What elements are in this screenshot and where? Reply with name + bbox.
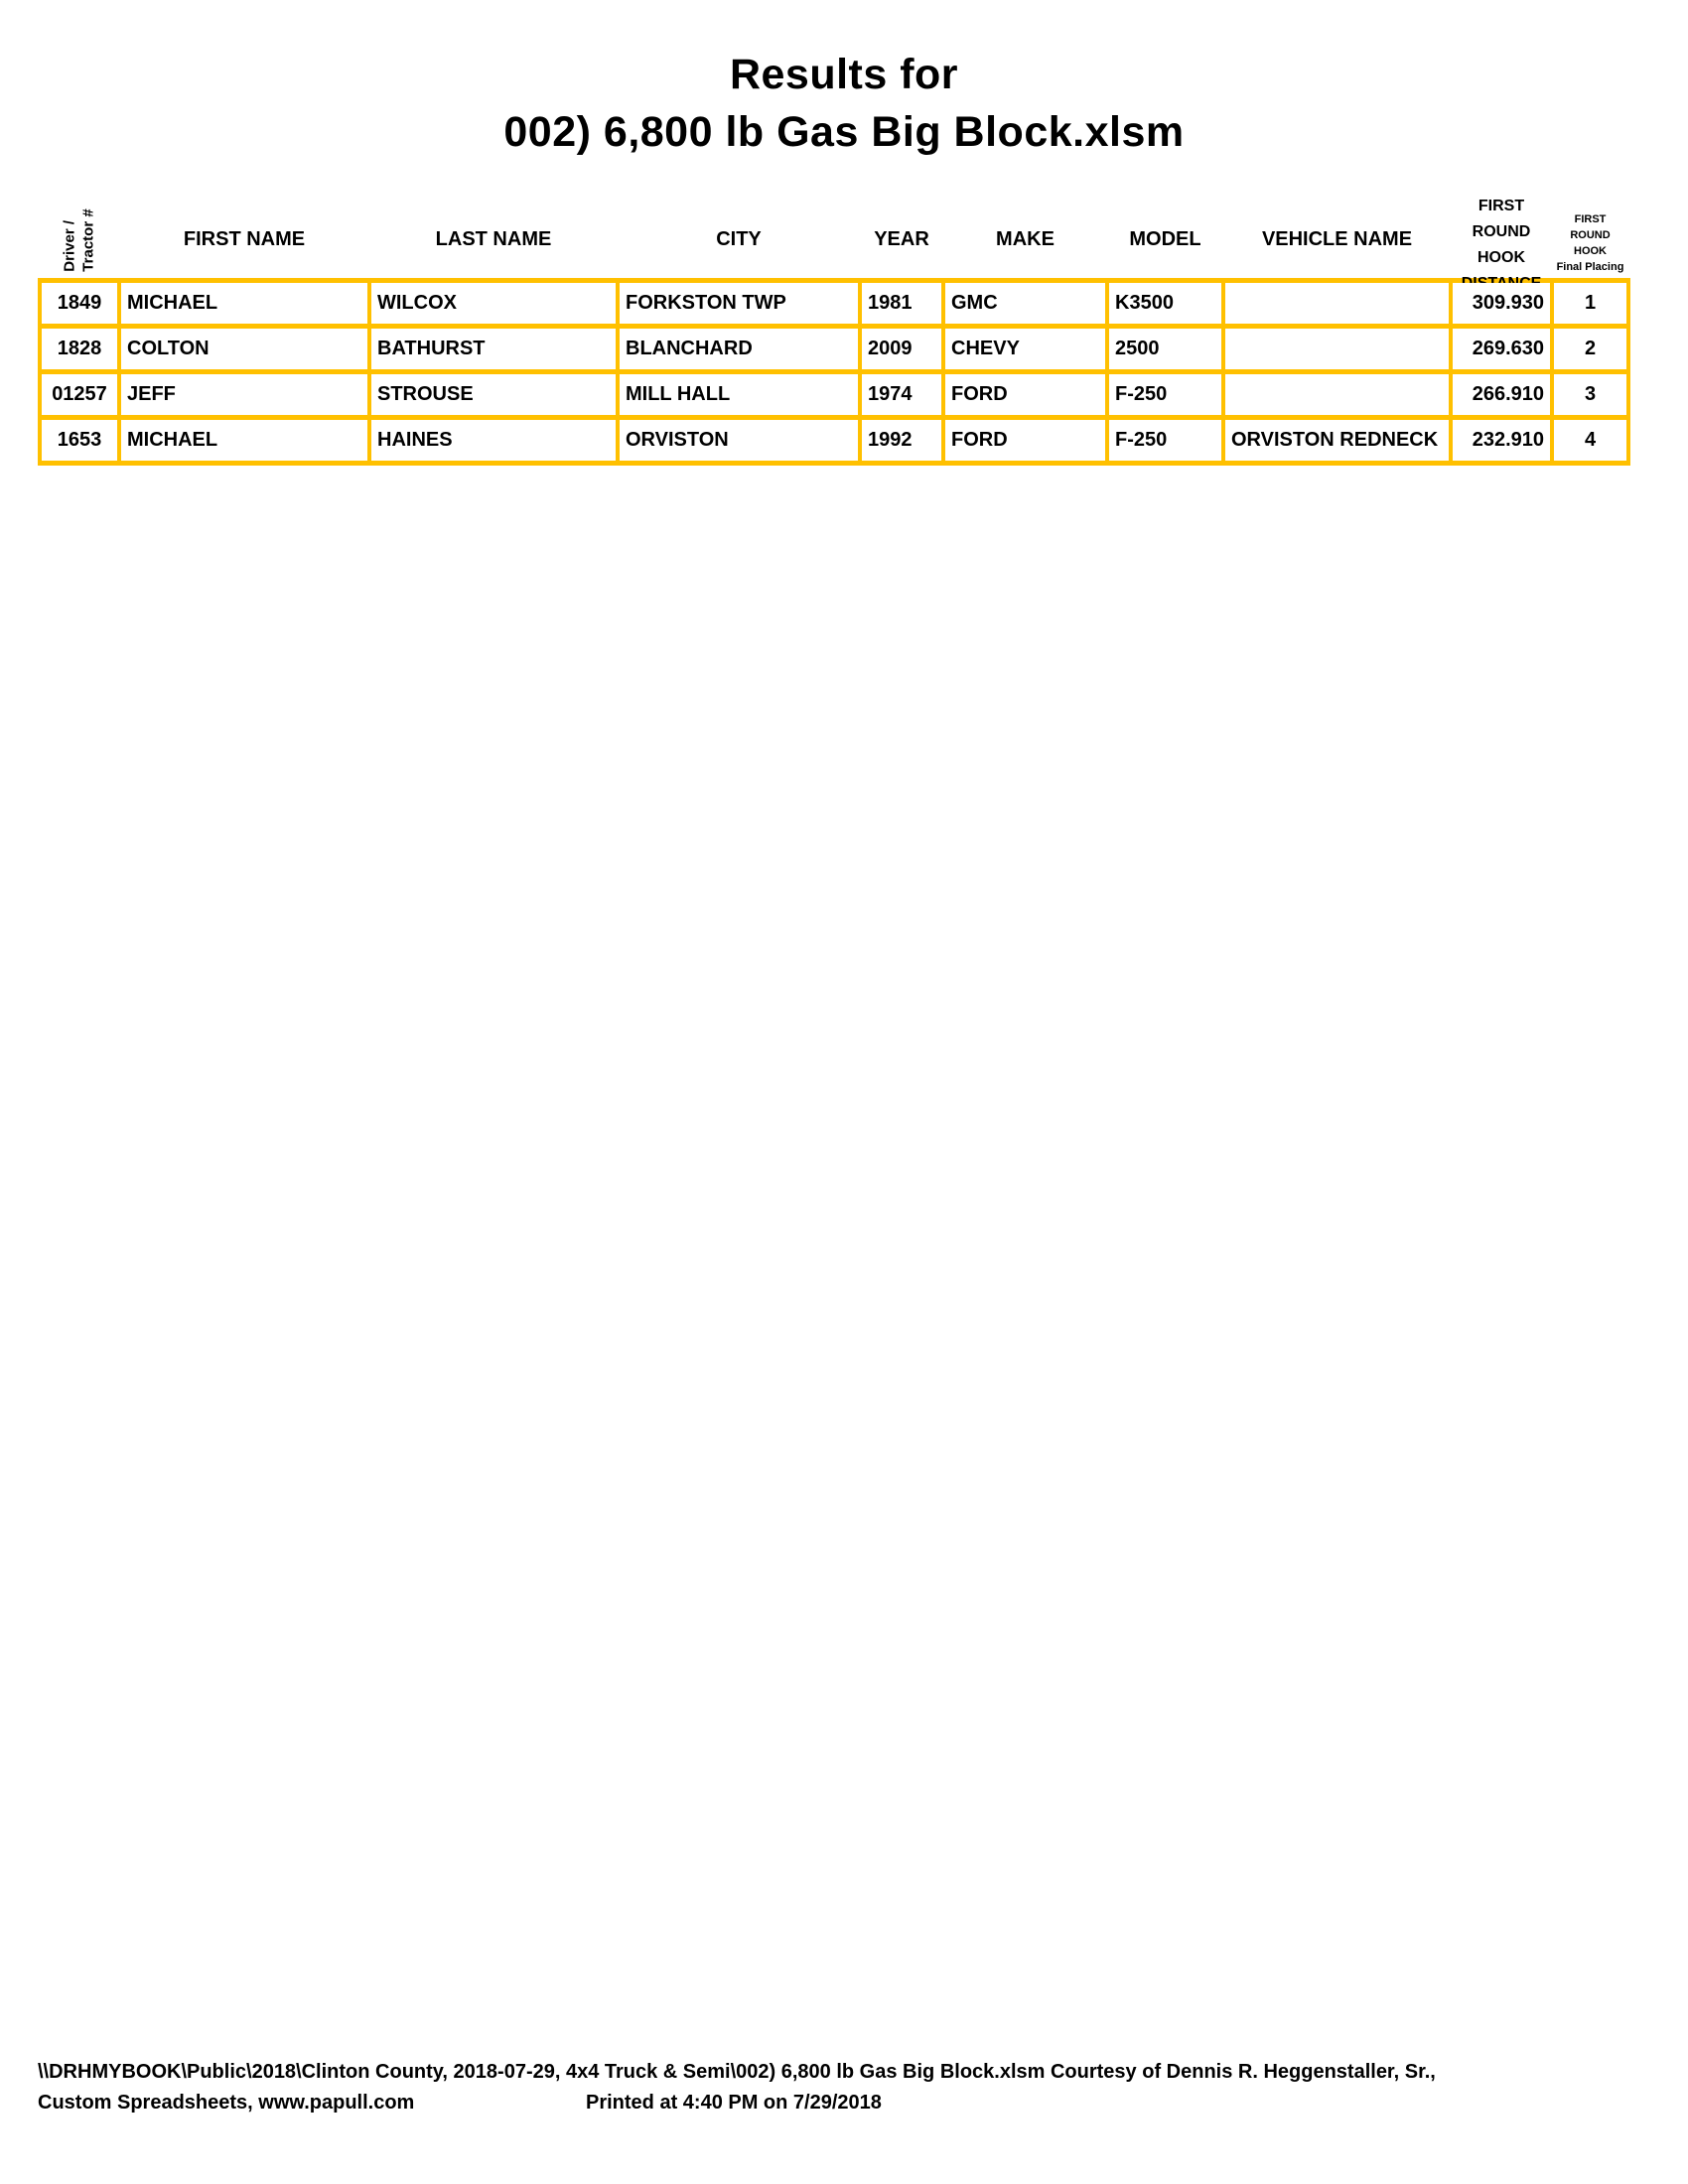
header-driver-tractor-rotated: Driver / Tractor # [62,207,97,272]
cell-placing: 3 [1554,374,1626,415]
header-model: MODEL [1129,228,1201,250]
cell-first_name: MICHAEL [121,283,367,324]
cell-vehicle_name [1225,374,1449,415]
cell-model: K3500 [1109,283,1221,324]
cell-driver: 1849 [42,283,117,324]
header-vehicle-name: VEHICLE NAME [1261,228,1413,250]
cell-vehicle_name [1225,283,1449,324]
results-table [38,192,1630,466]
cell-distance: 309.930 [1453,283,1550,324]
header-first-round-hook-distance: FIRST ROUND HOOK [1472,197,1531,266]
header-first-round-hook-final-placing: FIRST ROUND HOOK Final Placing [1556,212,1624,273]
cell-year: 1974 [862,374,941,415]
page-footer [38,2057,1436,2118]
footer-printed-at: Printed at 4:40 PM on 7/29/2018 [586,2092,882,2114]
cell-first_name: JEFF [121,374,367,415]
header-make: MAKE [996,228,1055,250]
header-last-name: LAST NAME [435,228,552,250]
results-table-body [38,278,1630,466]
cell-vehicle_name: ORVISTON REDNECK [1225,420,1449,461]
cell-model: F-250 [1109,374,1221,415]
cell-distance: 269.630 [1453,329,1550,369]
cell-model: F-250 [1109,420,1221,461]
cell-vehicle_name [1225,329,1449,369]
cell-last_name: WILCOX [371,283,616,324]
cell-year: 1992 [862,420,941,461]
cell-last_name: BATHURST [371,329,616,369]
cell-first_name: COLTON [121,329,367,369]
header-year: YEAR [874,228,929,250]
cell-placing: 4 [1554,420,1626,461]
cell-distance: 266.910 [1453,374,1550,415]
cell-year: 1981 [862,283,941,324]
page-title-line1: Results for [729,51,959,98]
cell-driver: 1828 [42,329,117,369]
header-first-name: FIRST NAME [183,228,306,250]
cell-distance: 232.910 [1453,420,1550,461]
cell-driver: 01257 [42,374,117,415]
cell-model: 2500 [1109,329,1221,369]
cell-city: BLANCHARD [620,329,858,369]
page-title-line2: 002) 6,800 lb Gas Big Block.xlsm [503,108,1185,156]
cell-driver: 1653 [42,420,117,461]
header-city: CITY [716,228,762,250]
page-title [0,0,1688,161]
cell-city: MILL HALL [620,374,858,415]
footer-custom-spreadsheets: Custom Spreadsheets, www.papull.com [38,2092,415,2114]
cell-city: ORVISTON [620,420,858,461]
cell-year: 2009 [862,329,941,369]
cell-make: CHEVY [945,329,1105,369]
cell-make: FORD [945,420,1105,461]
cell-city: FORKSTON TWP [620,283,858,324]
cell-make: FORD [945,374,1105,415]
footer-line1: \\DRHMYBOOK\Public\2018\Clinton County, 2018-07-29, 4x4 Truck & Semi\002) 6,800 lb Gas Big Block.xlsm Courtesy of Dennis R. Heggenstaller, Sr., [38,2061,1436,2083]
results-table-header [38,192,1630,278]
header-driver-tractor [42,192,117,288]
cell-last_name: STROUSE [371,374,616,415]
cell-last_name: HAINES [371,420,616,461]
cell-placing: 1 [1554,283,1626,324]
footer-line2 [38,2088,1436,2118]
cell-placing: 2 [1554,329,1626,369]
cell-first_name: MICHAEL [121,420,367,461]
cell-make: GMC [945,283,1105,324]
